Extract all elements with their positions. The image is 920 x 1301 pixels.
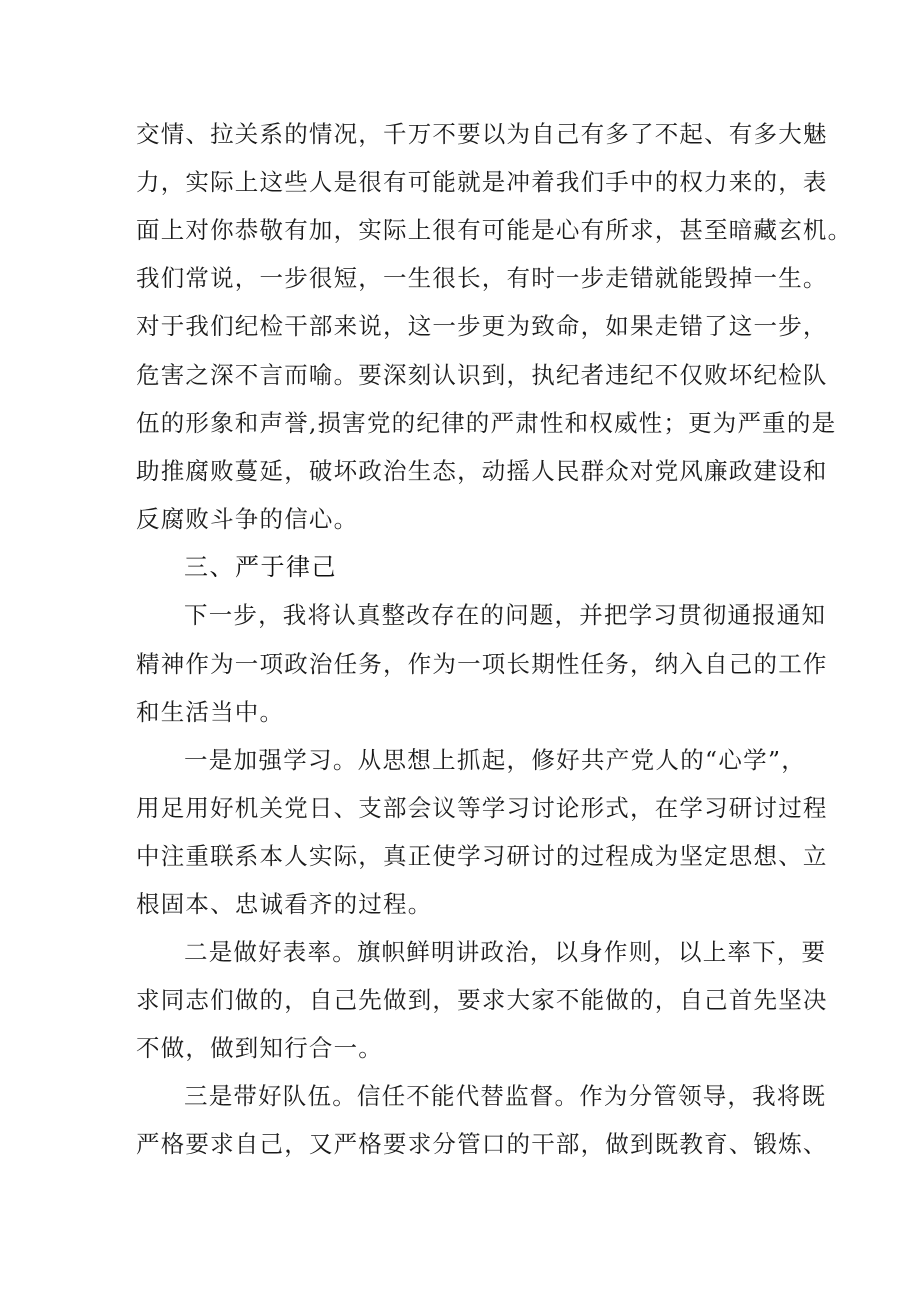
text-line: 助推腐败蔓延，破坏政治生态，动摇人民群众对党风廉政建设和	[136, 457, 828, 485]
text-line: 二是做好表率。旗帜鲜明讲政治，以身作则，以上率下，要	[184, 938, 827, 966]
text-line: 精神作为一项政治任务，作为一项长期性任务，纳入自己的工作	[136, 650, 828, 678]
text-line: 严格要求自己，又严格要求分管口的干部，做到既教育、锻炼、	[136, 1130, 828, 1158]
text-line: 下一步，我将认真整改存在的问题，并把学习贯彻通报通知	[184, 601, 827, 629]
text-line: 根固本、忠诚看齐的过程。	[136, 890, 433, 918]
text-line: 反腐败斗争的信心。	[136, 505, 359, 533]
text-line: 我们常说，一步很短，一生很长，有时一步走错就能毁掉一生。	[136, 264, 828, 292]
text-line: 求同志们做的，自己先做到，要求大家不能做的，自己首先坚决	[136, 986, 828, 1014]
text-line: 伍的形象和声誉,损害党的纪律的严肃性和权威性；更为严重的是	[136, 409, 837, 437]
text-line: 面上对你恭敬有加，实际上很有可能是心有所求，甚至暗藏玄机。	[136, 216, 853, 244]
section-heading: 三、严于律己	[184, 553, 337, 581]
text-line: 力，实际上这些人是很有可能就是冲着我们手中的权力来的，表	[136, 168, 828, 196]
text-line: 一是加强学习。从思想上抓起，修好共产党人的“心学”，	[184, 746, 806, 774]
text-line: 对于我们纪检干部来说，这一步更为致命，如果走错了这一步，	[136, 312, 828, 340]
text-line: 三是带好队伍。信任不能代替监督。作为分管领导，我将既	[184, 1082, 827, 1110]
text-line: 危害之深不言而喻。要深刻认识到，执纪者违纪不仅败坏纪检队	[136, 361, 828, 389]
text-line: 中注重联系本人实际，真正使学习研讨的过程成为坚定思想、立	[136, 842, 828, 870]
text-line: 和生活当中。	[136, 698, 285, 726]
text-line: 不做，做到知行合一。	[136, 1034, 383, 1062]
text-line: 用足用好机关党日、支部会议等学习讨论形式，在学习研讨过程	[136, 794, 828, 822]
text-line: 交情、拉关系的情况，千万不要以为自己有多了不起、有多大魅	[136, 120, 828, 148]
